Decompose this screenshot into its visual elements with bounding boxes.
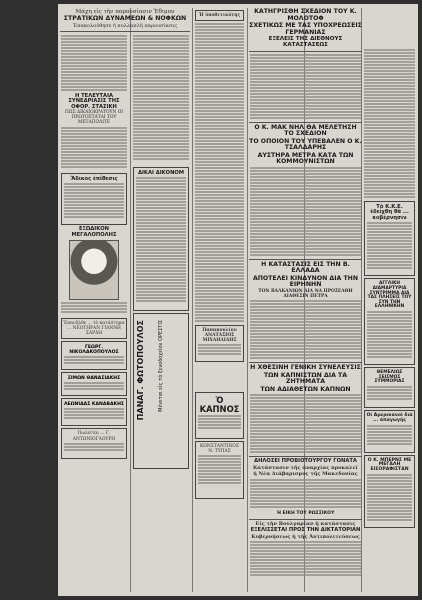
ad-simon bbox=[61, 372, 127, 396]
ad-mid bbox=[195, 325, 244, 362]
box-title: ΑΓΓΛΙΚΗ ΔΙΑΜΑΡΤΥΡΙΑ ΣΥΝΤΡΙΜΜΑ ΔΙΑ ΤΑΣ ΠΛΗΣΕΙΣ ΤΟΥ ΣΥΝ ΤΗΝ ΕΛΛΗΝΙΚΗΝ bbox=[367, 281, 412, 310]
box-dikai bbox=[133, 167, 189, 311]
article-text bbox=[250, 541, 361, 581]
box-top bbox=[195, 10, 244, 21]
left-column bbox=[60, 34, 128, 592]
article-text bbox=[250, 479, 361, 511]
scan-border bbox=[0, 0, 58, 600]
article-text bbox=[250, 167, 361, 257]
head-3c: ΤΟΝ ΒΑΛΚΑΝΙΩΝ ΔΙΑ ΝΑ ΠΡΟΣΕΛΘΗ ΔΙΑΘΕΣΙΝ ΠΕΤΡΑ bbox=[258, 288, 353, 299]
head-4b: ΤΩΝ ΚΑΠΝΙΣΤΩΝ ΔΙΑ ΤΑ ΖΗΤΗΜΑΤΑ bbox=[263, 371, 348, 386]
portrait-photo bbox=[69, 240, 119, 300]
box-amerikanoi bbox=[364, 410, 415, 453]
ad-text: Πωλεῖται ... Γ. ΑΝΤΩΝΙΟΓΛΟΥΡΗ bbox=[72, 431, 116, 442]
head-5a: ΔΗΛΟΣΕΙ ΠΡΟΒΙΟΤΟΥΡΓΟΥ ΓΟΝΑΤΑ bbox=[254, 458, 357, 465]
box-title: Ἡ ὑποθετικότης bbox=[198, 13, 241, 18]
head-6c: Κυβερνήσεως ἡ τῆς Ἀντιπολιτεύσεως bbox=[251, 533, 360, 540]
article-text bbox=[133, 35, 189, 165]
ad-leonidas bbox=[61, 398, 127, 426]
box-title: Τὸ Κ.Κ.Ε. ἐδείχθη θὰ ... κυβέρνησιν bbox=[370, 204, 409, 221]
box-title: Ἄδικος ἐπίθεσις bbox=[70, 175, 118, 182]
head-4c: ΤΩΝ ΑΔΙΑΘΕΤΩΝ ΚΑΠΝΩΝ bbox=[260, 385, 351, 393]
ad-kapnos bbox=[195, 392, 244, 439]
box-title: ΔΙΚΑΙ ΔΙΚΟΝΟΜ bbox=[137, 170, 184, 176]
ad-text: Ἐπανῆλθε ... τὸ κατάστημα ... ΝΕΟΤΗΡΑΝ ΓΙΑΝΝΗ ΣΑΡΔΗ bbox=[63, 321, 125, 337]
ad-text: Παπαπουλίου ΑΝΑΤΑΣΙΟΣ ΜΙΧΑΗΛΙΔΗΣ bbox=[202, 328, 237, 344]
left-headline-2: ΣΤΡΑΤΙΚΩΝ ΔΥΝΑΜΕΩΝ & ΝΟΦΚΩΝ bbox=[63, 15, 187, 23]
head-5c: ἡ Νέα Διάβαρισμος τῆς Μακεδονίας bbox=[253, 471, 358, 478]
section-head: Η ΤΕΛΕΥΤΑΙΑ ΣΥΝΕΔΡΙΑΣΙΣ ΤΗΣ ΟΦΟΡ. ΣΤΑΣΙΚΗ bbox=[68, 93, 120, 110]
box-title: Οἱ Ἀμερικανοὶ διὰ ... ἀπαγωγῆς bbox=[366, 412, 413, 423]
article-text bbox=[195, 23, 244, 323]
vertical-ad-text-2: Μένεται εἰς τὸ ξενοδοχεῖον ΟΡΕΣΤΙΣ bbox=[158, 320, 164, 413]
article-text bbox=[61, 35, 127, 93]
divider bbox=[60, 31, 190, 32]
vertical-ad-text: ΠΑΝΑΓ. ΦΩΤΟΠΟΥΛΟΣ bbox=[136, 320, 145, 421]
column-rule bbox=[192, 8, 193, 592]
box-adikos bbox=[61, 173, 127, 225]
box-berns bbox=[364, 455, 415, 528]
head-5b: Κατάστασιν τῆς ἀναρχίας προκαλεῖ bbox=[252, 464, 359, 471]
newspaper-page bbox=[58, 4, 418, 596]
box-anglia bbox=[364, 278, 415, 365]
head-2a: Ο Κ. ΜΑΚ ΝΗΛ ΘΑ ΜΕΛΕΤΗΣΗ ΤΟ ΣΧΕΔΙΟΝ bbox=[254, 123, 357, 138]
box-seismos bbox=[364, 367, 415, 408]
left-subhead: Ἐπακολούθησε ἡ πολλαπλῆ παρουσίασις bbox=[72, 22, 178, 29]
head-2b: ΤΟ ΟΠΟΙΟΝ ΤΟΥ ΥΠΕΒΑΛΕΝ Ο Κ. ΤΣΑΛΔΑΡΗΣ bbox=[249, 137, 362, 152]
banner-1: ΚΑΤΗΓΡΙΣΘΗ ΣΧΕΔΙΟΝ ΤΟΥ Κ. ΜΟΛΟΤΟΦ bbox=[254, 8, 357, 22]
article-text bbox=[250, 54, 361, 120]
head-6b: ΕΞΕΛΙΣΣΕΤΑΙ ΠΡΟΣ ΤΗΝ ΔΙΚΤΑΤΟΡΙΑΝ bbox=[250, 527, 361, 534]
ad-bottom bbox=[61, 428, 127, 458]
ad-epanelthe bbox=[61, 318, 127, 339]
main-story bbox=[249, 8, 362, 592]
head-6a: Εἰς τὴν Βουλγαρίαν ἡ κατάστασις bbox=[255, 520, 356, 527]
vertical-ad-fotopoulos bbox=[133, 313, 189, 469]
box-kke bbox=[364, 201, 415, 276]
ad-title: Ὁ ΚΑΠΝΟΣ bbox=[199, 395, 240, 415]
ad-text: ΚΩΝΣΤΑΝΤΙΝΟΣ Ν. ΤΥΠΑΣ bbox=[199, 443, 240, 454]
banner-3: ΕΞΕΛΕΙΣ ΤΗΣ ΔΙΕΘΝΟΥΣ ΚΑΤΑΣΤΑΣΕΩΣ bbox=[268, 36, 343, 48]
head-3b: ΑΠΟΤΕΛΕΙ ΚΙΝΔΥΝΟΝ ΔΙΑ ΤΗΝ ΕΙΡΗΝΗΝ bbox=[252, 274, 359, 289]
mid-column bbox=[194, 8, 245, 592]
article-text bbox=[250, 394, 361, 454]
column-rule bbox=[247, 8, 248, 592]
ad-georgios bbox=[61, 341, 127, 370]
article-text bbox=[250, 300, 361, 360]
small-head-1: Ἡ ΕΙΚΗ ΤΟΥ ΡΩΣΣΙΚΟΥ bbox=[276, 510, 335, 516]
head-3a: Η ΚΑΤΑΣΤΑΣΙΣ ΕΙΣ ΤΗΝ Β. ΕΛΛΑΔΑ bbox=[261, 260, 350, 275]
ad-title: ΣΙΜΩΝ ΘΑΝΑΣΙΑΚΗΣ bbox=[67, 376, 121, 382]
article-text bbox=[61, 127, 127, 171]
right-column bbox=[363, 8, 416, 592]
eksodikon-title: ΕΞΩΔΙΚΟΝ ΜΕΓΑΛΟΠΟΛΗΣ bbox=[71, 226, 117, 238]
ad-typas bbox=[195, 441, 244, 499]
box-title: Ο Κ. ΜΠΕΡΝΣ ΜΕ ΜΕΓΑΛΗ ΕΙΣΟΡΑΦΙΣΤΑΝ bbox=[367, 457, 412, 473]
article-text bbox=[364, 49, 415, 199]
banner-2: ΣΧΕΤΙΚΩΣ ΜΕ ΤΑΣ ΥΠΟΧΡΕΩΣΕΙΣ ΓΕΡΜΑΝΙΑΣ bbox=[249, 22, 362, 36]
left-column-2 bbox=[132, 34, 190, 592]
head-2c: ΑΥΣΤΗΡΑ ΜΕΤΡΑ ΚΑΤΑ ΤΩΝ ΚΟΜΜΟΥΝΙΣΤΩΝ bbox=[257, 151, 354, 166]
left-headline-1: Μάχη εἰς τὴν παρουσίασιν Ἐθιμου bbox=[75, 9, 175, 15]
ad-title: ΛΕΩΝΙΔΑΣ ΚΑΝΑΒΑΚΗΣ bbox=[63, 402, 125, 408]
head-4a: Η ΧΘΕΣΙΝΗ ΓΕΝΙΚΗ ΣΥΝΕΛΕΥΣΙΣ bbox=[250, 364, 361, 372]
ad-title: ΓΕΩΡΓ. ΝΙΚΟΛΑΚΟΠΟΥΛΟΣ bbox=[69, 345, 119, 356]
section-sub: ΠΩΣ ΔΙΚΑΙΟΚΡΑΤΟΥΝ ΟΙ ΠΡΩΤΟΣΤΑΤΑΙ ΤΟΥ ΜΕΤΑΠΟΛΙΤΕ bbox=[64, 110, 124, 126]
box-title: ΘΕΜΕΛΙΩΣ ΣΕΙΣΜΟΣ ΣΥΜΜΟΡΙΑΣ bbox=[374, 370, 405, 385]
